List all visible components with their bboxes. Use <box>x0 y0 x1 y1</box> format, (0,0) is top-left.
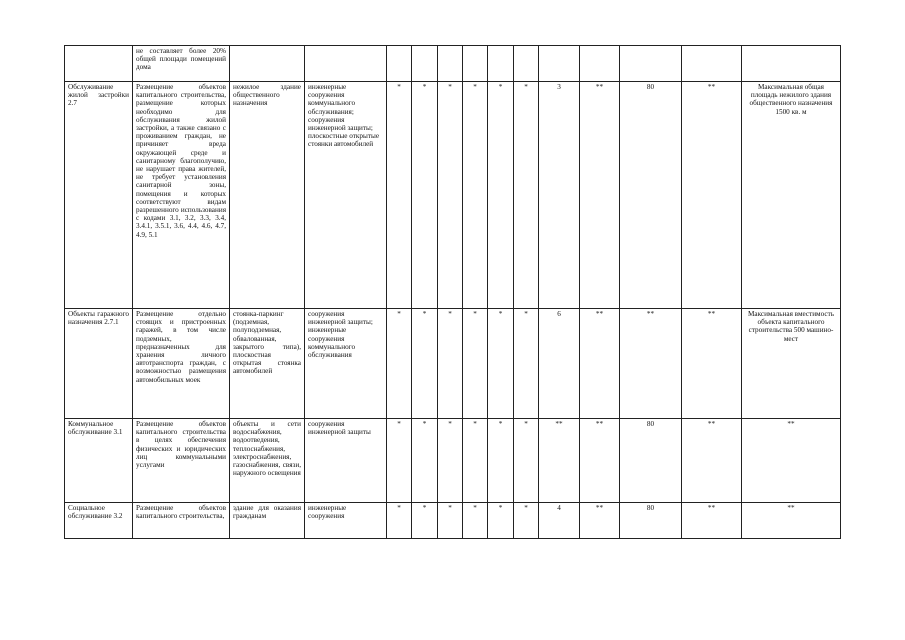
description-cell: не составляет более 20% общей площади помещений дома <box>133 46 230 82</box>
param-cell <box>620 46 682 82</box>
table-row <box>65 419 841 503</box>
regulations-table <box>64 45 841 539</box>
param-cell <box>412 46 438 82</box>
param-cell: * <box>438 309 463 419</box>
description-cell: Размещение объектов капитального строительства, <box>133 503 230 539</box>
param-cell <box>463 46 488 82</box>
main-objects-cell: нежилое здание общественного назначения <box>230 82 305 309</box>
note-cell: ** <box>742 419 841 503</box>
param-cell: * <box>514 82 539 309</box>
table-row <box>65 309 841 419</box>
param-cell: ** <box>539 419 580 503</box>
note-cell: Максимальная общая площадь нежилого здания общественного назначения 1500 кв. м <box>742 82 841 309</box>
use-type-cell <box>65 46 133 82</box>
note-cell: ** <box>742 503 841 539</box>
param-cell: * <box>488 503 514 539</box>
param-cell <box>682 46 742 82</box>
param-cell: * <box>412 82 438 309</box>
param-cell: * <box>463 503 488 539</box>
table-row <box>65 82 841 309</box>
param-cell: ** <box>620 309 682 419</box>
param-cell: * <box>514 419 539 503</box>
param-cell: ** <box>682 309 742 419</box>
param-cell: * <box>488 419 514 503</box>
description-cell: Размещение объектов капитального строительства в целях обеспечения физических и юридических лиц коммунальными услугами <box>133 419 230 503</box>
use-type-cell: Объекты гаражного назначения 2.7.1 <box>65 309 133 419</box>
param-cell: * <box>387 503 412 539</box>
param-cell: * <box>514 309 539 419</box>
param-cell: ** <box>580 419 620 503</box>
param-cell: * <box>463 309 488 419</box>
param-cell: * <box>412 419 438 503</box>
note-cell <box>742 46 841 82</box>
aux-objects-cell: инженерные сооружения коммунального обслуживания; сооружения инженерной защиты; плоскостные открытые стоянки автомобилей <box>305 82 387 309</box>
param-cell: * <box>387 309 412 419</box>
param-cell: 80 <box>620 82 682 309</box>
param-cell <box>488 46 514 82</box>
param-cell: ** <box>682 82 742 309</box>
param-cell: 3 <box>539 82 580 309</box>
param-cell: 80 <box>620 503 682 539</box>
note-cell: Максимальная вместимость объекта капитального строительства 500 машино-мест <box>742 309 841 419</box>
param-cell: 80 <box>620 419 682 503</box>
param-cell: * <box>488 309 514 419</box>
param-cell: * <box>463 82 488 309</box>
param-cell: * <box>412 503 438 539</box>
main-objects-cell: объекты и сети водоснабжения, водоотведения, теплоснабжения, электроснабжения, газоснабжения, связи, наружного освещения <box>230 419 305 503</box>
aux-objects-cell: сооружения инженерной защиты <box>305 419 387 503</box>
use-type-cell: Социальное обслуживание 3.2 <box>65 503 133 539</box>
param-cell <box>387 46 412 82</box>
param-cell <box>514 46 539 82</box>
param-cell: * <box>514 503 539 539</box>
param-cell: ** <box>682 503 742 539</box>
param-cell: 4 <box>539 503 580 539</box>
table-row <box>65 503 841 539</box>
param-cell: * <box>387 82 412 309</box>
main-objects-cell: стоянка-паркинг (подземная, полуподземная, обвалованная, закрытого типа), плоскостная открытая стоянка автомобилей <box>230 309 305 419</box>
use-type-cell: Обслуживание жилой застройки 2.7 <box>65 82 133 309</box>
param-cell: * <box>438 82 463 309</box>
param-cell: ** <box>682 419 742 503</box>
param-cell: * <box>488 82 514 309</box>
param-cell: * <box>463 419 488 503</box>
param-cell: 6 <box>539 309 580 419</box>
main-objects-cell: здание для оказания гражданам <box>230 503 305 539</box>
main-objects-cell <box>230 46 305 82</box>
description-cell: Размещение отдельно стоящих и пристроенных гаражей, в том числе подземных, предназначенных для хранения личного автотранспорта граждан, с возможностью размещения автомобильных моек <box>133 309 230 419</box>
aux-objects-cell: инженерные сооружения <box>305 503 387 539</box>
param-cell: * <box>412 309 438 419</box>
param-cell <box>438 46 463 82</box>
param-cell: * <box>438 419 463 503</box>
aux-objects-cell <box>305 46 387 82</box>
table-row <box>65 46 841 82</box>
param-cell: ** <box>580 309 620 419</box>
description-cell: Размещение объектов капитального строительства, размещение которых необходимо для обслуживания жилой застройки, а также связано с проживанием граждан, не причиняет вреда окружающей среде и санитарному благополучию, не нарушает права жителей, не требует установления санитарной зоны, помещения и которых соответствуют видам разрешенного использования с кодами 3.1, 3.2, 3.3, 3.4, 3.4.1, 3.5.1, 3.6, 4.4, 4.6, 4.7, 4.9, 5.1 <box>133 82 230 309</box>
param-cell: * <box>387 419 412 503</box>
param-cell: ** <box>580 82 620 309</box>
aux-objects-cell: сооружения инженерной защиты; инженерные сооружения коммунального обслуживания <box>305 309 387 419</box>
use-type-cell: Коммунальное обслуживание 3.1 <box>65 419 133 503</box>
param-cell: ** <box>580 503 620 539</box>
param-cell <box>580 46 620 82</box>
param-cell <box>539 46 580 82</box>
param-cell: * <box>438 503 463 539</box>
